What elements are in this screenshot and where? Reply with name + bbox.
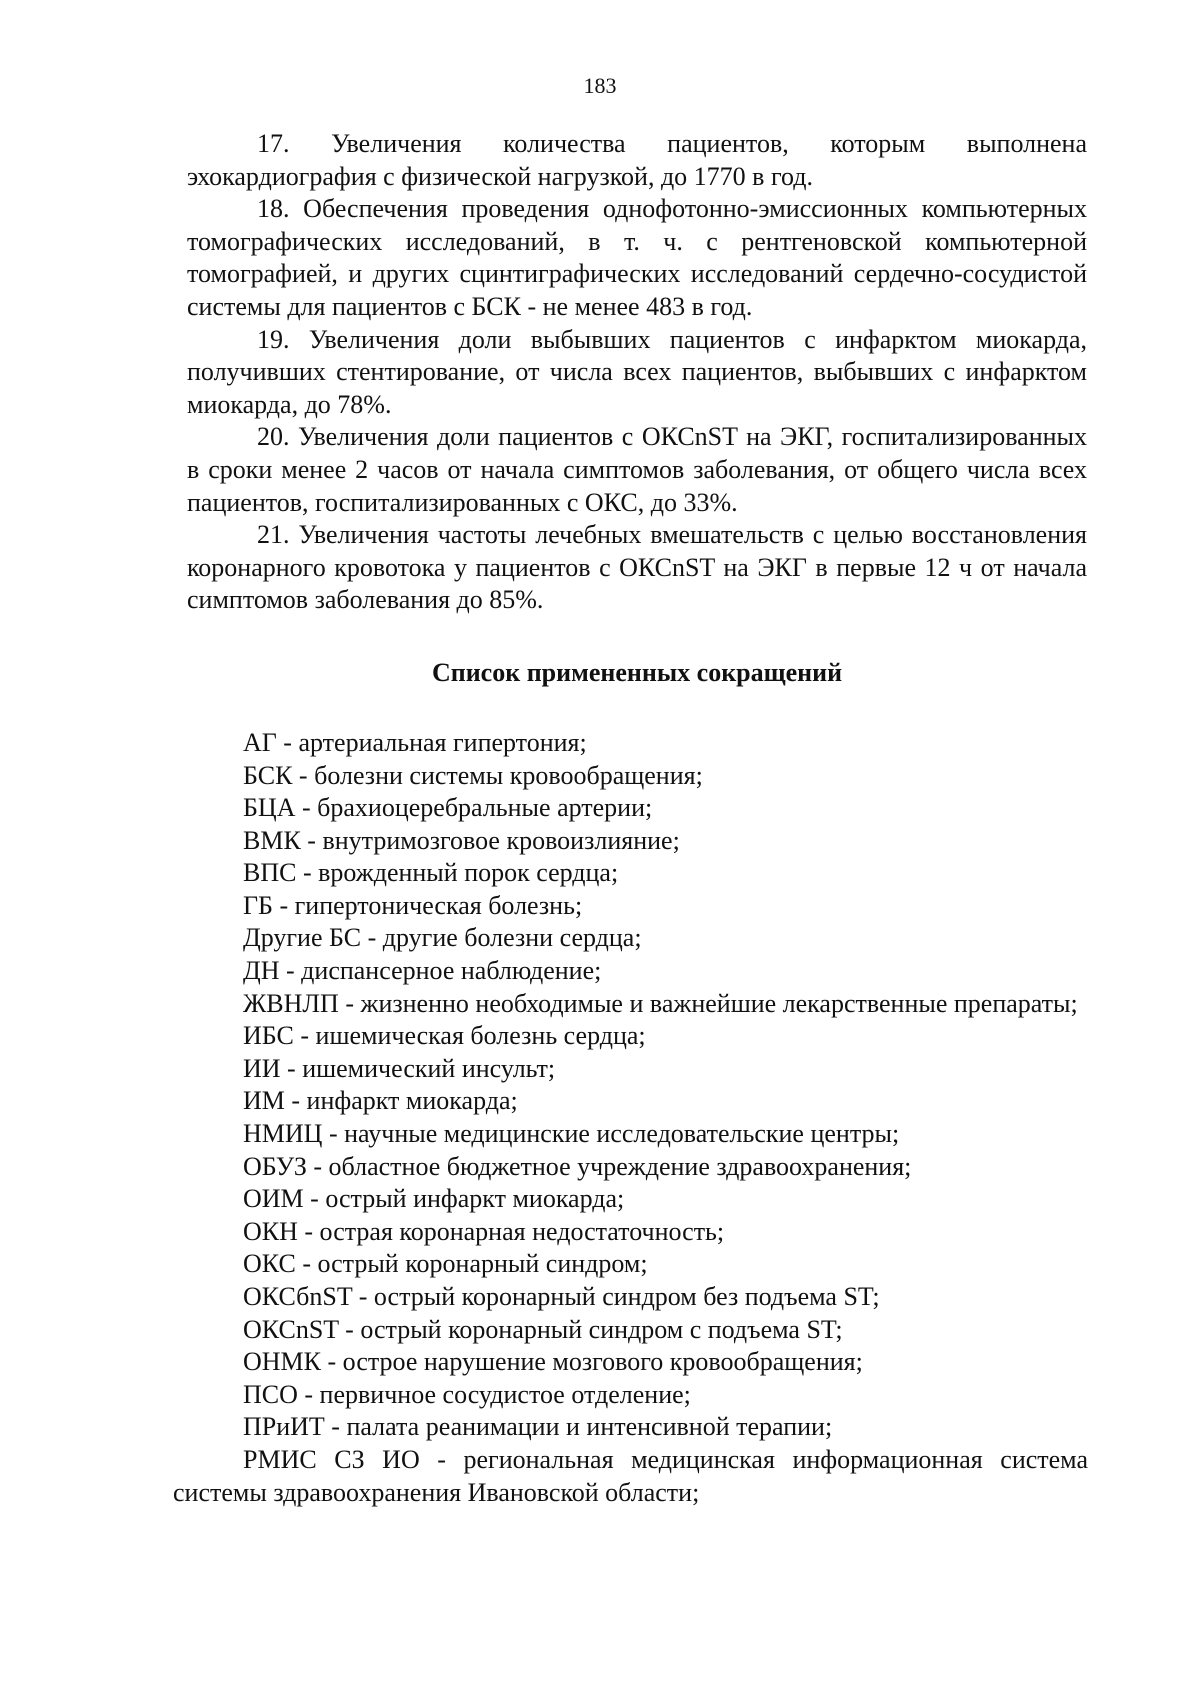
abbreviation-item: ОБУЗ - областное бюджетное учреждение здравоохранения; [243,1151,912,1181]
abbreviation-item: Другие БС - другие болезни сердца; [243,923,642,953]
abbreviation-item: ОИМ - острый инфаркт миокарда; [243,1184,625,1214]
abbreviation-item: ПРиИТ - палата реанимации и интенсивной терапии; [243,1412,833,1442]
abbreviation-item: ОКН - острая коронарная недостаточность; [243,1216,725,1246]
abbreviation-item: БЦА - брахиоцеребральные артерии; [243,793,653,823]
paragraph-20: 20. Увеличения доли пациентов с ОКСnST на ЭКГ, госпитализированных в сроки менее 2 часов от начала симптомов заболевания, от общего числа всех пациентов, госпитализированных с ОКС, до 33%. [187,422,1087,517]
abbreviation-item: ГБ - гипертоническая болезнь; [243,890,583,920]
paragraph-18: 18. Обеспечения проведения однофотонно-эмиссионных компьютерных томографических исследований, в т. ч. с рентгеновской компьютерной томографией, и других сцинтиграфических исследований сердечно-сосудистой системы для пациентов с БСК - не менее 483 в год. [187,194,1087,321]
document-body [173,128,1088,1509]
abbreviation-item: ОНМК - острое нарушение мозгового кровообращения; [243,1347,863,1377]
abbreviation-item: АГ - артериальная гипертония; [243,727,587,757]
abbreviation-item: ОКС - острый коронарный синдром; [243,1249,648,1279]
abbreviation-item: ОКСnST - острый коронарный синдром с подъема ST; [243,1314,843,1344]
abbreviation-item: ДН - диспансерное наблюдение; [243,956,602,986]
abbreviation-item: НМИЦ - научные медицинские исследовательские центры; [243,1119,900,1149]
abbreviation-item: ВМК - внутримозговое кровоизлияние; [243,825,680,855]
abbreviation-item: ВПС - врожденный порок сердца; [243,858,619,888]
abbreviation-item: ОКСбnST - острый коронарный синдром без подъема ST; [243,1282,880,1311]
section-heading: Список примененных сокращений [431,657,843,687]
abbreviation-item: ПСО - первичное сосудистое отделение; [243,1379,691,1409]
abbreviation-item: БСК - болезни системы кровообращения; [243,760,703,790]
abbreviation-item: РМИС СЗ ИО - региональная медицинская информационная система системы здравоохранения Ивановской области; [173,1444,1088,1507]
abbreviation-list [173,727,1088,1509]
page-number: 183 [583,73,617,98]
abbreviation-item: ИМ - инфаркт миокарда; [243,1086,518,1116]
abbreviation-item: ИБС - ишемическая болезнь сердца; [243,1021,646,1051]
abbreviation-item: ЖВНЛП - жизненно необходимые и важнейшие лекарственные препараты; [243,988,1078,1018]
paragraph-17: 17. Увеличения количества пациентов, которым выполнена эхокардиография с физической нагрузкой, до 1770 в год. [187,129,1087,191]
abbreviation-item: ИИ - ишемический инсульт; [243,1053,556,1083]
paragraph-19: 19. Увеличения доли выбывших пациентов с инфарктом миокарда, получивших стентирование, от числа всех пациентов, выбывших с инфарктом миокарда, до 78%. [187,324,1087,419]
paragraph-21: 21. Увеличения частоты лечебных вмешательств с целью восстановления коронарного кровотока у пациентов с ОКСnST на ЭКГ в первые 12 ч от начала симптомов заболевания до 85%. [187,520,1087,615]
